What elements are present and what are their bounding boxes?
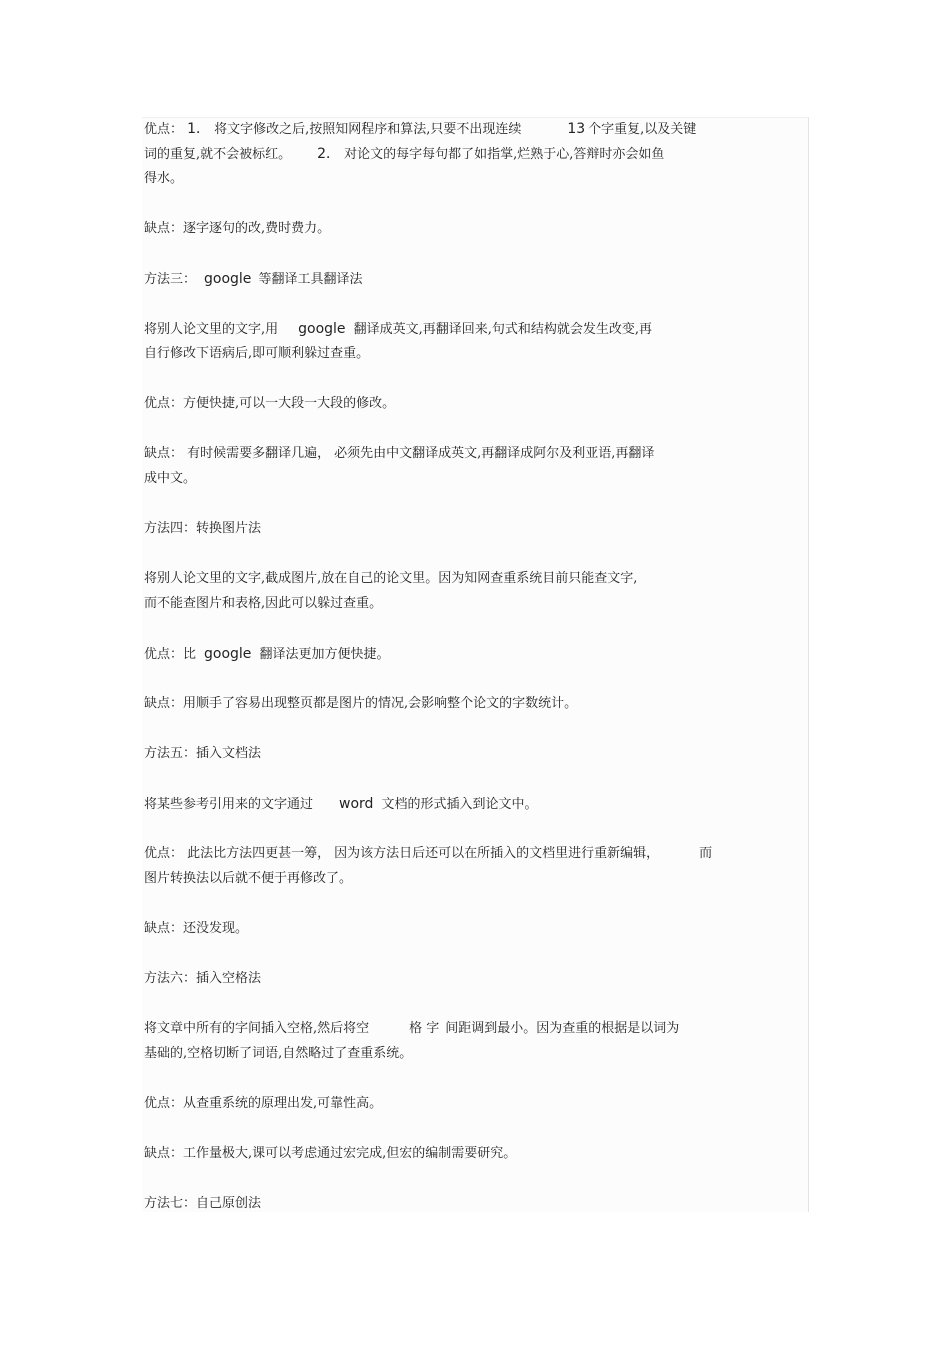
section-heading: 方法七：自己原创法 [144, 1196, 262, 1211]
paragraph-line: 优点：方便快捷,可以一大段一大段的修改。 [144, 396, 396, 411]
paragraph-line: 自行修改下语病后,即可顺利躲过查重。 [144, 346, 370, 361]
section-heading: 方法五：插入文档法 [144, 746, 262, 761]
paragraph-line: 缺点：还没发现。 [144, 921, 249, 936]
paragraph-line: 得水。 [144, 171, 184, 186]
paragraph-line: 而不能查图片和表格,因此可以躲过查重。 [144, 596, 383, 611]
paragraph-line: 优点：从查重系统的原理出发,可靠性高。 [144, 1096, 383, 1111]
section-heading: 方法三： google 等翻译工具翻译法 [144, 271, 363, 287]
paragraph-line: 将别人论文里的文字,截成图片,放在自己的论文里。因为知网查重系统目前只能查文字, [144, 571, 638, 586]
paragraph-line: 优点： 此法比方法四更甚一筹， 因为该方法日后还可以在所插入的文档里进行重新编辑， 而 [144, 846, 713, 861]
paragraph-line: 词的重复,就不会被标红。 2． 对论文的每字每句都了如指掌,烂熟于心,答辩时亦会如鱼 [144, 146, 665, 162]
section-heading: 方法六：插入空格法 [144, 971, 262, 986]
paragraph-line: 将别人论文里的文字,用 google 翻译成英文,再翻译回来,句式和结构就会发生改变,再 [144, 321, 652, 337]
section-heading: 方法四：转换图片法 [144, 521, 262, 536]
paragraph-line: 成中文。 [144, 471, 197, 486]
paragraph-line: 缺点： 有时候需要多翻译几遍， 必须先由中文翻译成英文,再翻译成阿尔及利亚语,再翻译 [144, 446, 655, 461]
paragraph-line: 缺点：用顺手了容易出现整页都是图片的情况,会影响整个论文的字数统计。 [144, 696, 578, 711]
paragraph-line: 图片转换法以后就不便于再修改了。 [144, 871, 353, 886]
paragraph-line: 缺点：工作量极大,课可以考虑通过宏完成,但宏的编制需要研究。 [144, 1146, 517, 1161]
paragraph-line: 优点：比 google 翻译法更加方便快捷。 [144, 646, 390, 662]
paragraph-line: 基础的,空格切断了词语,自然略过了查重系统。 [144, 1046, 413, 1061]
paragraph-line: 缺点：逐字逐句的改,费时费力。 [144, 221, 331, 236]
paragraph-line: 优点： 1． 将文字修改之后,按照知网程序和算法,只要不出现连续 13 个字重复,以及关键 [144, 121, 697, 137]
paragraph-line: 将某些参考引用来的文字通过 word 文档的形式插入到论文中。 [144, 796, 538, 812]
paragraph-line: 将文章中所有的字间插入空格,然后将空 格 字 间距调到最小。因为查重的根据是以词为 [144, 1021, 680, 1036]
